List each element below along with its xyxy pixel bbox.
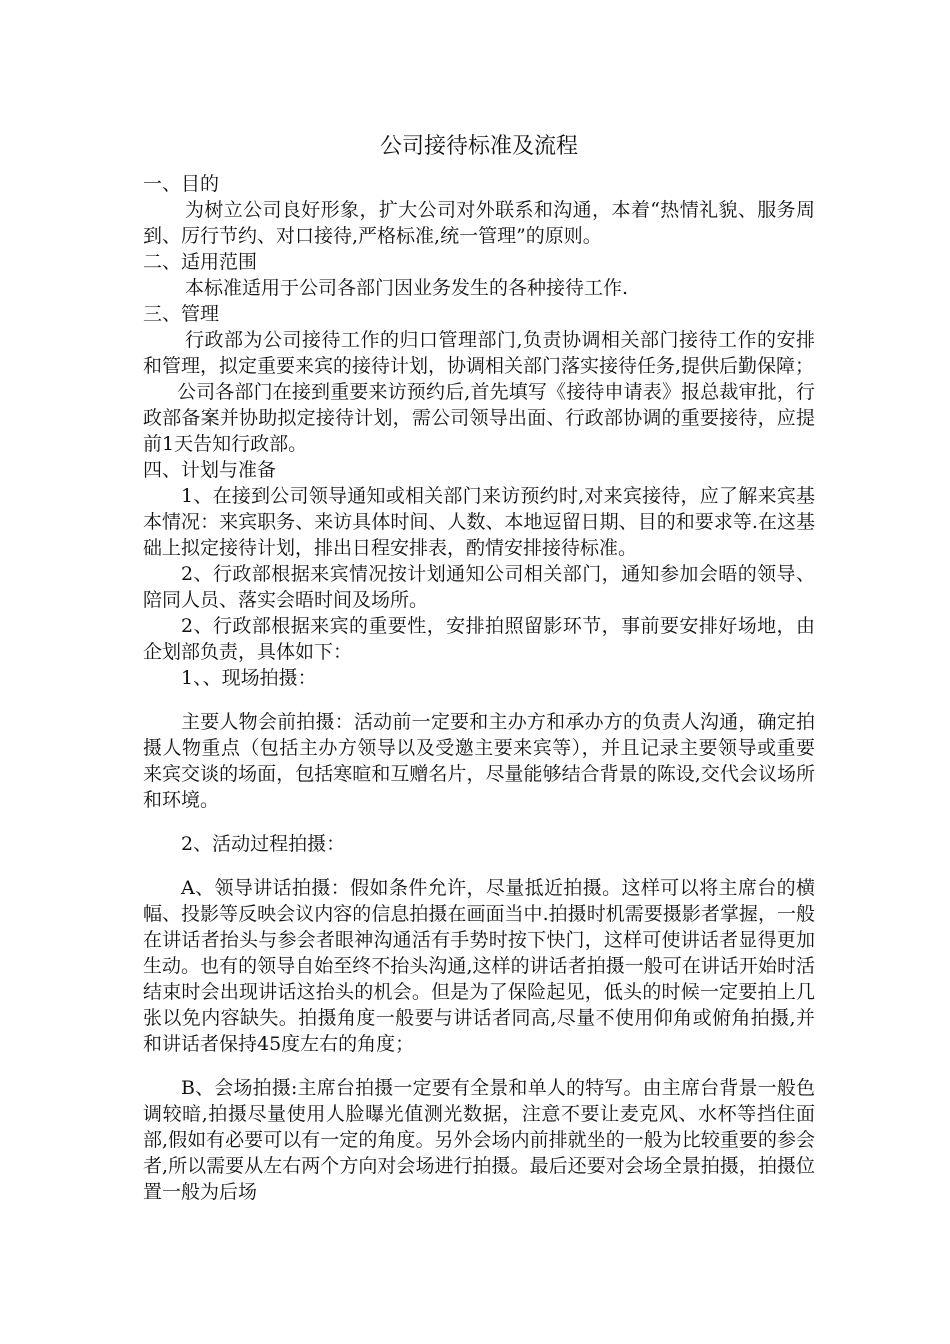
paragraph: B、会场拍摄:主席台拍摄一定要有全景和单人的特写。由主席台背景一般色调较暗,拍摄尽量使用人脸曝光值测光数据，注意不要让麦克风、水杯等挡住面部,假如有必要可以有一定的角度。另外会场内前排就坐的一般为比较重要的参会者,所以需要从左右两个方向对会场进行拍摄。最后还要对会场全景拍摄，拍摄位置一般为后场	[143, 1077, 815, 1203]
paragraph: 1、在接到公司领导通知或相关部门来访预约时,对来宾接待，应了解来宾基本情况：来宾职务、来访具体时间、人数、本地逗留日期、目的和要求等.在这基础上拟定接待计划，排出日程安排表，酌情安排接待标准。	[143, 485, 815, 559]
paragraph: 行政部为公司接待工作的归口管理部门,负责协调相关部门接待工作的安排和管理，拟定重要来宾的接待计划，协调相关部门落实接待任务,提供后勤保障；	[143, 329, 815, 377]
paragraph: 为树立公司良好形象，扩大公司对外联系和沟通，本着“热情礼貌、服务周到、厉行节约、对口接待,严格标准,统一管理”的原则。	[143, 199, 815, 247]
paragraph: 本标准适用于公司各部门因业务发生的各种接待工作.	[185, 277, 629, 299]
page-title: 公司接待标准及流程	[379, 134, 578, 159]
paragraph: 2、行政部根据来宾情况按计划通知公司相关部门，通知参加会晤的领导、陪同人员、落实会晤时间及场所。	[143, 563, 815, 611]
sub-heading: 1、、现场拍摄：	[181, 667, 317, 689]
paragraph: 公司各部门在接到重要来访预约后,首先填写《接待申请表》报总裁审批，行政部备案并协助拟定接待计划，需公司领导出面、行政部协调的重要接待，应提前1天告知行政部。	[143, 381, 815, 455]
paragraph: 2、行政部根据来宾的重要性，安排拍照留影环节，事前要安排好场地，由企划部负责，具体如下：	[143, 615, 815, 663]
section-heading-scope: 二、适用范围	[143, 251, 258, 273]
document-page	[143, 128, 815, 1205]
section-heading-management: 三、管理	[143, 303, 220, 325]
paragraph: 主要人物会前拍摄：活动前一定要和主办方和承办方的负责人沟通，确定拍摄人物重点（包括主办方领导以及受邀主要来宾等），并且记录主要领导或重要来宾交谈的场面，包括寒暄和互赠名片，尽量能够结合背景的陈设,交代会议场所和环境。	[143, 711, 815, 811]
sub-heading: 2、活动过程拍摄：	[181, 833, 346, 855]
section-heading-purpose: 一、目的	[143, 173, 220, 195]
paragraph: A、领导讲话拍摄：假如条件允许，尽量抵近拍摄。这样可以将主席台的横幅、投影等反映会议内容的信息拍摄在画面当中.拍摄时机需要摄影者掌握，一般在讲话者抬头与参会者眼神沟通活有手势时按下快门，这样可使讲话者显得更加生动。也有的领导自始至终不抬头沟通,这样的讲话者拍摄一般可在讲话开始时活结束时会出现讲话这抬头的机会。但是为了保险起见，低头的时候一定要拍上几张以免内容缺失。拍摄角度一般要与讲话者同高,尽量不使用仰角或俯角拍摄,并和讲话者保持45度左右的角度；	[143, 877, 815, 1055]
section-heading-planning: 四、计划与准备	[143, 459, 277, 481]
